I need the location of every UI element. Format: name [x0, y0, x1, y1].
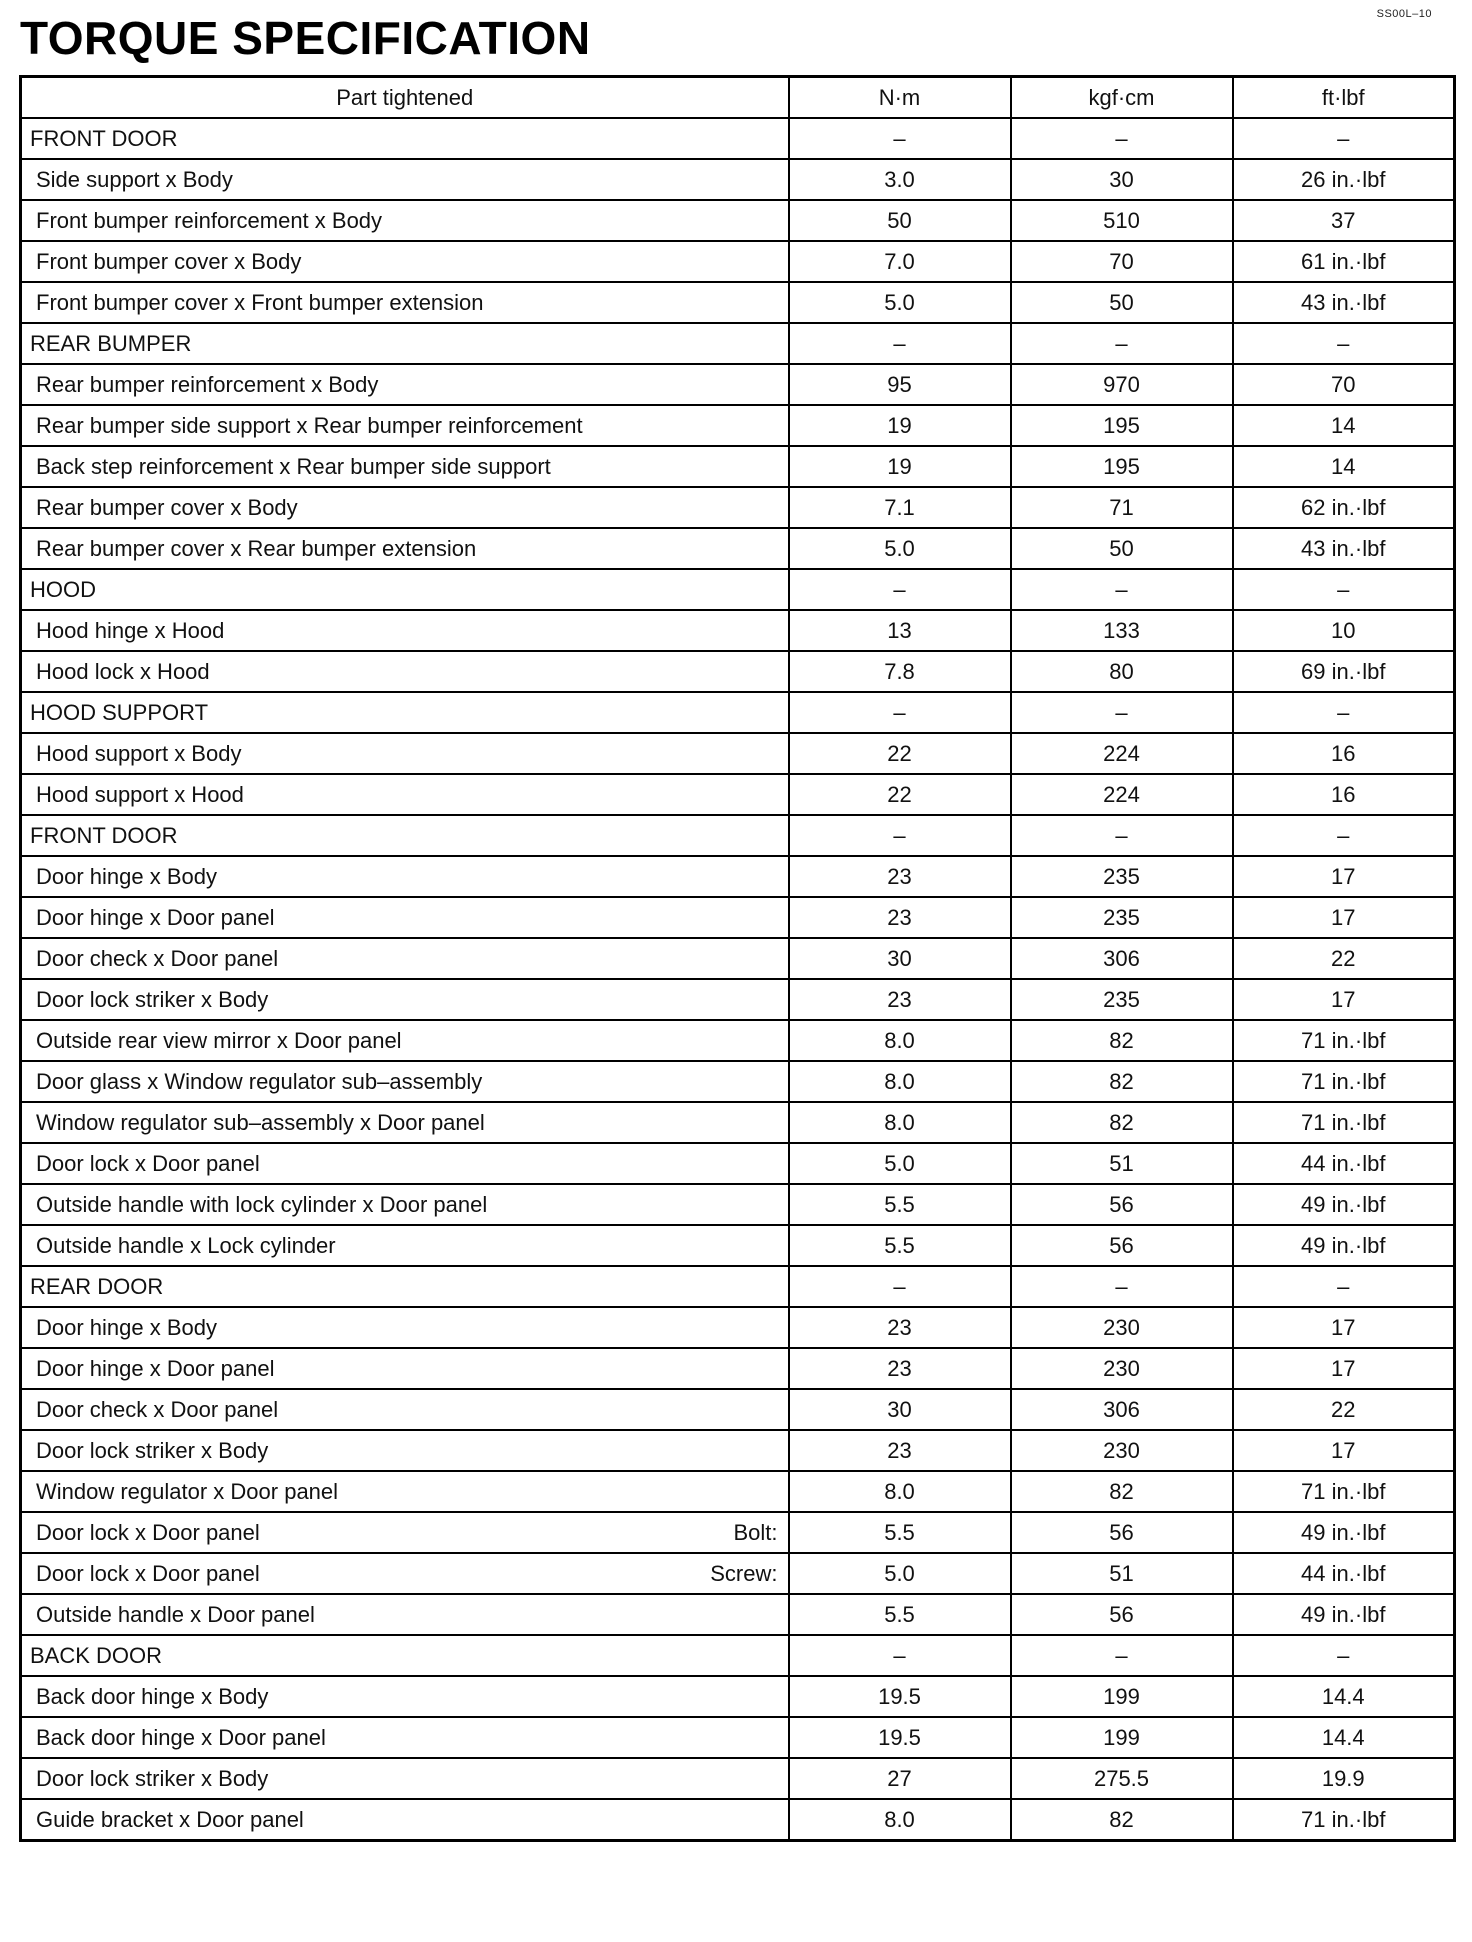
nm-value: 5.5: [789, 1594, 1011, 1635]
nm-value: 8.0: [789, 1020, 1011, 1061]
section-row: [21, 118, 1455, 159]
ftlbf-value: 69 in.·lbf: [1233, 651, 1455, 692]
table-row: [21, 1061, 1455, 1102]
part-name: Front bumper reinforcement x Body: [21, 200, 789, 241]
section-title: HOOD SUPPORT: [21, 692, 789, 733]
section-title: HOOD: [21, 569, 789, 610]
table-row: [21, 1430, 1455, 1471]
kgfcm-value: 50: [1011, 528, 1233, 569]
ftlbf-value: 49 in.·lbf: [1233, 1594, 1455, 1635]
table-row: [21, 364, 1455, 405]
kgfcm-value: 230: [1011, 1307, 1233, 1348]
table-row: [21, 200, 1455, 241]
kgfcm-value: –: [1011, 692, 1233, 733]
nm-value: 8.0: [789, 1061, 1011, 1102]
table-row: [21, 1594, 1455, 1635]
section-row: [21, 1635, 1455, 1676]
kgfcm-value: 133: [1011, 610, 1233, 651]
part-name: Rear bumper cover x Body: [21, 487, 789, 528]
kgfcm-value: –: [1011, 1266, 1233, 1307]
kgfcm-value: –: [1011, 815, 1233, 856]
page-title: TORQUE SPECIFICATION: [20, 12, 591, 64]
nm-value: 19.5: [789, 1676, 1011, 1717]
part-name: Outside handle x Door panel: [21, 1594, 789, 1635]
nm-value: 23: [789, 1348, 1011, 1389]
nm-value: –: [789, 323, 1011, 364]
nm-value: 7.1: [789, 487, 1011, 528]
section-title: REAR BUMPER: [21, 323, 789, 364]
part-name: Rear bumper reinforcement x Body: [21, 364, 789, 405]
kgfcm-value: 510: [1011, 200, 1233, 241]
nm-value: 5.5: [789, 1225, 1011, 1266]
part-name: Window regulator x Door panel: [21, 1471, 789, 1512]
ftlbf-value: 49 in.·lbf: [1233, 1184, 1455, 1225]
part-name: Door lock striker x Body: [21, 1430, 789, 1471]
ftlbf-value: 49 in.·lbf: [1233, 1225, 1455, 1266]
table-row: [21, 1307, 1455, 1348]
part-name: Door lock x Door panel: [36, 1560, 260, 1586]
nm-value: –: [789, 118, 1011, 159]
ftlbf-value: 71 in.·lbf: [1233, 1799, 1455, 1841]
part-name: Window regulator sub–assembly x Door panel: [21, 1102, 789, 1143]
table-row: [21, 1102, 1455, 1143]
document-code: SS00L–10: [1376, 8, 1432, 20]
ftlbf-value: 10: [1233, 610, 1455, 651]
part-name: Guide bracket x Door panel: [21, 1799, 789, 1841]
fastener-note: Screw:: [710, 1560, 778, 1586]
part-name: Back door hinge x Body: [21, 1676, 789, 1717]
ftlbf-value: 17: [1233, 897, 1455, 938]
part-name: Side support x Body: [21, 159, 789, 200]
part-name: Front bumper cover x Front bumper extension: [21, 282, 789, 323]
table-row: [21, 1758, 1455, 1799]
ftlbf-value: 44 in.·lbf: [1233, 1553, 1455, 1594]
kgfcm-value: 82: [1011, 1102, 1233, 1143]
ftlbf-value: 71 in.·lbf: [1233, 1102, 1455, 1143]
kgfcm-value: 230: [1011, 1348, 1233, 1389]
part-name: Rear bumper cover x Rear bumper extension: [21, 528, 789, 569]
table-row: [21, 1799, 1455, 1841]
kgfcm-value: 195: [1011, 446, 1233, 487]
nm-value: 23: [789, 856, 1011, 897]
table-row: [21, 1389, 1455, 1430]
section-row: [21, 323, 1455, 364]
kgfcm-value: 306: [1011, 1389, 1233, 1430]
table-row: [21, 856, 1455, 897]
table-row: [21, 159, 1455, 200]
part-name: Hood lock x Hood: [21, 651, 789, 692]
header-kgfcm: kgf·cm: [1011, 77, 1233, 119]
table-header: [21, 77, 1455, 119]
part-name: Hood support x Hood: [21, 774, 789, 815]
table-row: [21, 1717, 1455, 1758]
nm-value: 30: [789, 1389, 1011, 1430]
part-name: Outside handle x Lock cylinder: [21, 1225, 789, 1266]
table-row: [21, 241, 1455, 282]
part-name: Hood support x Body: [21, 733, 789, 774]
ftlbf-value: 43 in.·lbf: [1233, 282, 1455, 323]
nm-value: 5.0: [789, 282, 1011, 323]
kgfcm-value: 51: [1011, 1143, 1233, 1184]
ftlbf-value: –: [1233, 692, 1455, 733]
kgfcm-value: –: [1011, 118, 1233, 159]
table-row: [21, 979, 1455, 1020]
ftlbf-value: 17: [1233, 1430, 1455, 1471]
section-title: FRONT DOOR: [21, 118, 789, 159]
nm-value: 19.5: [789, 1717, 1011, 1758]
kgfcm-value: 275.5: [1011, 1758, 1233, 1799]
table-row: [21, 1020, 1455, 1061]
nm-value: 23: [789, 897, 1011, 938]
nm-value: 22: [789, 733, 1011, 774]
part-name: Outside handle with lock cylinder x Door panel: [21, 1184, 789, 1225]
ftlbf-value: 17: [1233, 1348, 1455, 1389]
table-row: [21, 610, 1455, 651]
part-name: Door check x Door panel: [21, 1389, 789, 1430]
header-row: [21, 77, 1455, 119]
kgfcm-value: 82: [1011, 1799, 1233, 1841]
header-part-tightened: Part tightened: [21, 77, 789, 119]
nm-value: 5.5: [789, 1512, 1011, 1553]
part-name: Rear bumper side support x Rear bumper reinforcement: [21, 405, 789, 446]
kgfcm-value: 235: [1011, 897, 1233, 938]
part-name: Door check x Door panel: [21, 938, 789, 979]
ftlbf-value: 70: [1233, 364, 1455, 405]
part-cell: [21, 1512, 789, 1553]
table-row: [21, 774, 1455, 815]
nm-value: 3.0: [789, 159, 1011, 200]
kgfcm-value: 82: [1011, 1061, 1233, 1102]
kgfcm-value: 56: [1011, 1512, 1233, 1553]
table-row: [21, 897, 1455, 938]
section-title: FRONT DOOR: [21, 815, 789, 856]
nm-value: 22: [789, 774, 1011, 815]
nm-value: 27: [789, 1758, 1011, 1799]
nm-value: –: [789, 692, 1011, 733]
ftlbf-value: 71 in.·lbf: [1233, 1020, 1455, 1061]
nm-value: 8.0: [789, 1799, 1011, 1841]
kgfcm-value: 80: [1011, 651, 1233, 692]
ftlbf-value: 17: [1233, 979, 1455, 1020]
part-cell-content: [36, 1519, 788, 1545]
table-row: [21, 733, 1455, 774]
nm-value: 50: [789, 200, 1011, 241]
section-row: [21, 569, 1455, 610]
ftlbf-value: 44 in.·lbf: [1233, 1143, 1455, 1184]
nm-value: –: [789, 815, 1011, 856]
ftlbf-value: 26 in.·lbf: [1233, 159, 1455, 200]
ftlbf-value: –: [1233, 569, 1455, 610]
nm-value: 5.0: [789, 1553, 1011, 1594]
part-cell-content: [36, 1560, 788, 1586]
table-row: [21, 1553, 1455, 1594]
kgfcm-value: 56: [1011, 1225, 1233, 1266]
ftlbf-value: –: [1233, 323, 1455, 364]
kgfcm-value: 82: [1011, 1471, 1233, 1512]
ftlbf-value: 16: [1233, 774, 1455, 815]
kgfcm-value: 56: [1011, 1594, 1233, 1635]
part-name: Door lock striker x Body: [21, 979, 789, 1020]
table-row: [21, 487, 1455, 528]
header-ftlbf: ft·lbf: [1233, 77, 1455, 119]
part-name: Door hinge x Door panel: [21, 897, 789, 938]
nm-value: 5.5: [789, 1184, 1011, 1225]
kgfcm-value: 199: [1011, 1676, 1233, 1717]
ftlbf-value: 71 in.·lbf: [1233, 1061, 1455, 1102]
section-row: [21, 1266, 1455, 1307]
kgfcm-value: 224: [1011, 733, 1233, 774]
part-name: Door lock x Door panel: [21, 1143, 789, 1184]
ftlbf-value: 71 in.·lbf: [1233, 1471, 1455, 1512]
kgfcm-value: 235: [1011, 856, 1233, 897]
part-name: Door glass x Window regulator sub–assembly: [21, 1061, 789, 1102]
kgfcm-value: 50: [1011, 282, 1233, 323]
kgfcm-value: 82: [1011, 1020, 1233, 1061]
ftlbf-value: –: [1233, 815, 1455, 856]
nm-value: 23: [789, 1307, 1011, 1348]
part-name: Door lock x Door panel: [36, 1519, 260, 1545]
kgfcm-value: 224: [1011, 774, 1233, 815]
table-row: [21, 1676, 1455, 1717]
kgfcm-value: 71: [1011, 487, 1233, 528]
section-title: BACK DOOR: [21, 1635, 789, 1676]
section-row: [21, 692, 1455, 733]
nm-value: –: [789, 1266, 1011, 1307]
ftlbf-value: 14.4: [1233, 1676, 1455, 1717]
table-row: [21, 1348, 1455, 1389]
ftlbf-value: 22: [1233, 1389, 1455, 1430]
kgfcm-value: 70: [1011, 241, 1233, 282]
nm-value: 23: [789, 1430, 1011, 1471]
section-row: [21, 815, 1455, 856]
table-row: [21, 1225, 1455, 1266]
kgfcm-value: 199: [1011, 1717, 1233, 1758]
ftlbf-value: 19.9: [1233, 1758, 1455, 1799]
ftlbf-value: 62 in.·lbf: [1233, 487, 1455, 528]
ftlbf-value: 16: [1233, 733, 1455, 774]
ftlbf-value: 14: [1233, 446, 1455, 487]
part-name: Front bumper cover x Body: [21, 241, 789, 282]
kgfcm-value: 56: [1011, 1184, 1233, 1225]
kgfcm-value: –: [1011, 323, 1233, 364]
ftlbf-value: 22: [1233, 938, 1455, 979]
part-name: Door hinge x Body: [21, 1307, 789, 1348]
part-name: Outside rear view mirror x Door panel: [21, 1020, 789, 1061]
kgfcm-value: 30: [1011, 159, 1233, 200]
table-row: [21, 405, 1455, 446]
kgfcm-value: –: [1011, 1635, 1233, 1676]
table-row: [21, 282, 1455, 323]
table-row: [21, 446, 1455, 487]
ftlbf-value: –: [1233, 118, 1455, 159]
nm-value: 19: [789, 405, 1011, 446]
kgfcm-value: 230: [1011, 1430, 1233, 1471]
part-name: Door hinge x Body: [21, 856, 789, 897]
table-body: [21, 118, 1455, 1841]
ftlbf-value: 49 in.·lbf: [1233, 1512, 1455, 1553]
kgfcm-value: 51: [1011, 1553, 1233, 1594]
kgfcm-value: 195: [1011, 405, 1233, 446]
ftlbf-value: 17: [1233, 1307, 1455, 1348]
ftlbf-value: 14: [1233, 405, 1455, 446]
part-name: Door lock striker x Body: [21, 1758, 789, 1799]
nm-value: 8.0: [789, 1471, 1011, 1512]
part-name: Hood hinge x Hood: [21, 610, 789, 651]
fastener-note: Bolt:: [733, 1519, 778, 1545]
nm-value: 95: [789, 364, 1011, 405]
ftlbf-value: –: [1233, 1635, 1455, 1676]
kgfcm-value: 235: [1011, 979, 1233, 1020]
nm-value: 5.0: [789, 1143, 1011, 1184]
table-row: [21, 1471, 1455, 1512]
section-title: REAR DOOR: [21, 1266, 789, 1307]
table-row: [21, 938, 1455, 979]
ftlbf-value: –: [1233, 1266, 1455, 1307]
nm-value: 7.8: [789, 651, 1011, 692]
nm-value: 23: [789, 979, 1011, 1020]
table-row: [21, 651, 1455, 692]
kgfcm-value: 970: [1011, 364, 1233, 405]
part-name: Back door hinge x Door panel: [21, 1717, 789, 1758]
nm-value: 13: [789, 610, 1011, 651]
nm-value: 5.0: [789, 528, 1011, 569]
table-row: [21, 1184, 1455, 1225]
ftlbf-value: 43 in.·lbf: [1233, 528, 1455, 569]
header-nm: N·m: [789, 77, 1011, 119]
nm-value: 7.0: [789, 241, 1011, 282]
kgfcm-value: –: [1011, 569, 1233, 610]
ftlbf-value: 37: [1233, 200, 1455, 241]
table-row: [21, 528, 1455, 569]
ftlbf-value: 14.4: [1233, 1717, 1455, 1758]
kgfcm-value: 306: [1011, 938, 1233, 979]
part-name: Back step reinforcement x Rear bumper side support: [21, 446, 789, 487]
nm-value: 19: [789, 446, 1011, 487]
table-row: [21, 1512, 1455, 1553]
nm-value: –: [789, 569, 1011, 610]
ftlbf-value: 61 in.·lbf: [1233, 241, 1455, 282]
nm-value: –: [789, 1635, 1011, 1676]
nm-value: 30: [789, 938, 1011, 979]
part-name: Door hinge x Door panel: [21, 1348, 789, 1389]
ftlbf-value: 17: [1233, 856, 1455, 897]
part-cell: [21, 1553, 789, 1594]
nm-value: 8.0: [789, 1102, 1011, 1143]
table-row: [21, 1143, 1455, 1184]
torque-spec-table: [19, 75, 1456, 1842]
